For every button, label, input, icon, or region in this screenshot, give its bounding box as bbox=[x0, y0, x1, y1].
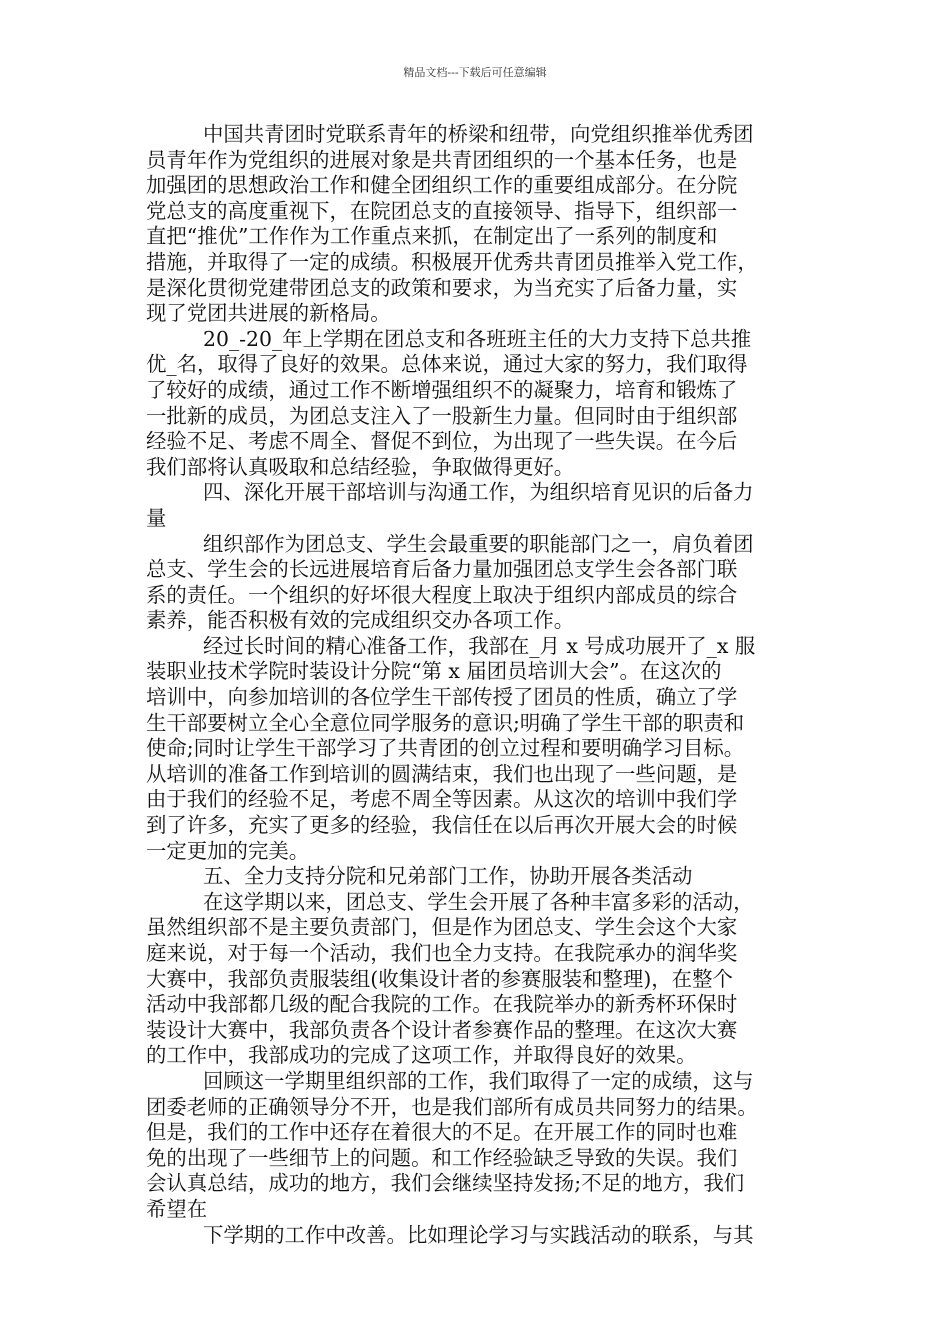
text-line: 四、深化开展干部培训与沟通工作，为组织培育见识的后备力 bbox=[203, 480, 754, 505]
text-line: 加强团的思想政治工作和健全团组织工作的重要组成部分。在分院 bbox=[146, 173, 738, 198]
text-line: 从培训的准备工作到培训的圆满结束，我们也出现了一些问题，是 bbox=[146, 761, 738, 786]
text-line: 了较好的成绩，通过工作不断增强组织不的凝聚力，培育和锻炼了 bbox=[146, 377, 738, 402]
text-line: 装设计大赛中，我部负责各个设计者参赛作品的整理。在这次大赛 bbox=[146, 1017, 738, 1042]
text-line: 团委老师的正确领导分不开，也是我们部所有成员共同努力的结果。 bbox=[146, 1094, 758, 1119]
text-line: 的工作中，我部成功的完成了这项工作，并取得良好的效果。 bbox=[146, 1043, 697, 1068]
text-line: 回顾这一学期里组织部的工作，我们取得了一定的成绩，这与 bbox=[203, 1068, 754, 1093]
text-line: 大赛中，我部负责服装组(收集设计者的参赛服装和整理)，在整个 bbox=[146, 966, 733, 991]
text-line: 优_名，取得了良好的效果。总体来说，通过大家的努力，我们取得 bbox=[146, 352, 748, 377]
text-line: 素养，能否积极有效的完成组织交办各项工作。 bbox=[146, 608, 575, 633]
text-line: 培训中，向参加培训的各位学生干部传授了团员的性质，确立了学 bbox=[146, 685, 738, 710]
text-line: 经过长时间的精心准备工作，我部在_月 x 号成功展开了_x 服 bbox=[203, 633, 756, 658]
text-line: 免的出现了一些细节上的问题。和工作经验缺乏导致的失误。我们 bbox=[146, 1145, 738, 1170]
page-header: 精品文档---下载后可任意编辑 bbox=[403, 66, 547, 79]
text-line: 直把“推优”工作作为工作重点来抓，在制定出了一系列的制度和 bbox=[146, 224, 718, 249]
text-line: 20_-20_年上学期在团总支和各班班主任的大力支持下总共推 bbox=[203, 326, 752, 351]
text-line: 由于我们的经验不足，考虑不周全等因素。从这次的培训中我们学 bbox=[146, 787, 738, 812]
text-line: 系的责任。一个组织的好坏很大程度上取决于组织内部成员的综合 bbox=[146, 582, 738, 607]
text-line: 到了许多，充实了更多的经验，我信任在以后再次开展大会的时候 bbox=[146, 813, 738, 838]
text-line: 但是，我们的工作中还存在着很大的不足。在开展工作的同时也难 bbox=[146, 1120, 738, 1145]
text-line: 在这学期以来，团总支、学生会开展了各种丰富多彩的活动， bbox=[203, 889, 754, 914]
text-line: 是深化贯彻党建带团总支的政策和要求，为当充实了后备力量，实 bbox=[146, 275, 738, 300]
text-line: 总支、学生会的长远进展培育后备力量加强团总支学生会各部门联 bbox=[146, 557, 738, 582]
text-line: 组织部作为团总支、学生会最重要的职能部门之一，肩负着团 bbox=[203, 531, 754, 556]
text-line: 一定更加的完美。 bbox=[146, 838, 310, 863]
document-body bbox=[146, 122, 816, 1248]
text-line: 会认真总结，成功的地方，我们会继续坚持发扬;不足的地方，我们 bbox=[146, 1171, 745, 1196]
text-line: 一批新的成员，为团总支注入了一股新生力量。但同时由于组织部 bbox=[146, 403, 738, 428]
text-line: 活动中我部都几级的配合我院的工作。在我院举办的新秀杯环保时 bbox=[146, 992, 738, 1017]
text-line: 下学期的工作中改善。比如理论学习与实践活动的联系，与其 bbox=[203, 1222, 754, 1247]
text-line: 五、全力支持分院和兄弟部门工作，协助开展各类活动 bbox=[203, 864, 693, 889]
text-line: 量 bbox=[146, 505, 167, 530]
text-line: 经验不足、考虑不周全、督促不到位，为出现了一些失误。在今后 bbox=[146, 429, 738, 454]
text-line: 装职业技术学院时装设计分院“第 x 届团员培训大会”。在这次的 bbox=[146, 659, 722, 684]
text-line: 庭来说，对于每一个活动，我们也全力支持。在我院承办的润华奖 bbox=[146, 941, 738, 965]
text-line: 措施，并取得了一定的成绩。积极展开优秀共青团员推举入党工作， bbox=[146, 249, 758, 274]
text-line: 虽然组织部不是主要负责部门，但是作为团总支、学生会这个大家 bbox=[146, 915, 738, 940]
text-line: 中国共青团时党联系青年的桥梁和纽带，向党组织推举优秀团 bbox=[203, 122, 754, 146]
text-line: 希望在 bbox=[146, 1196, 208, 1221]
text-line: 生干部要树立全心全意位同学服务的意识;明确了学生干部的职责和 bbox=[146, 710, 745, 735]
text-line: 党总支的高度重视下，在院团总支的直接领导、指导下，组织部一 bbox=[146, 198, 738, 223]
text-line: 员青年作为党组织的进展对象是共青团组织的一个基本任务，也是 bbox=[146, 147, 738, 172]
text-line: 我们部将认真吸取和总结经验，争取做得更好。 bbox=[146, 454, 575, 479]
text-line: 使命;同时让学生干部学习了共青团的创立过程和要明确学习目标。 bbox=[146, 736, 745, 761]
text-line: 现了党团共进展的新格局。 bbox=[146, 301, 391, 326]
